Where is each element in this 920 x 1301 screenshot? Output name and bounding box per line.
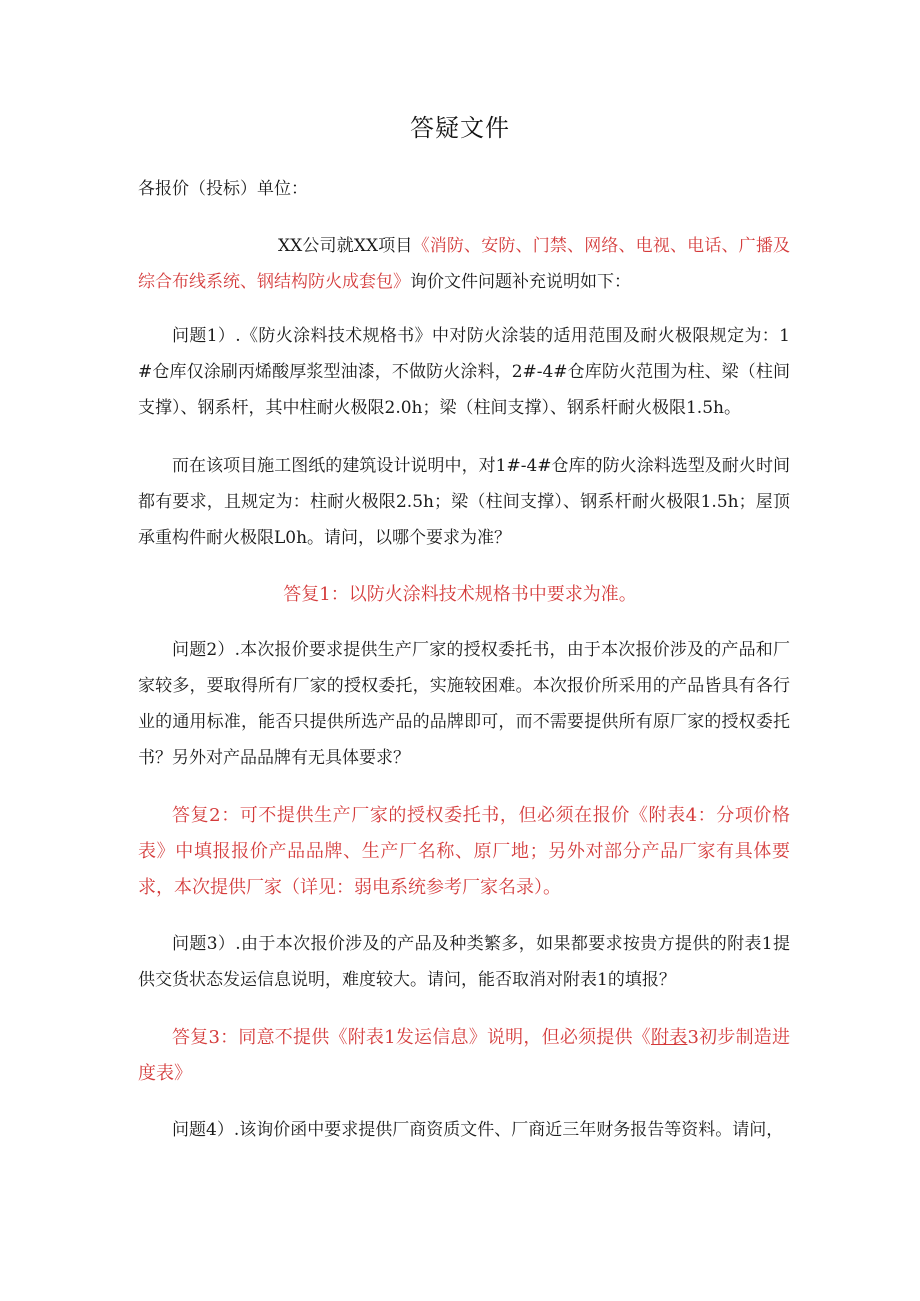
- intro-pre: XX公司就XX项目: [278, 236, 413, 256]
- intro-package-name: 《消防、安防、门禁、网络、电视、电话、广播及综合布线系统、钢结构防火成套包》: [138, 236, 790, 292]
- answer-3-underlined: 附表: [650, 1027, 688, 1048]
- question-4: 问题4）.该询价函中要求提供厂商资质文件、厂商近三年财务报告等资料。请问，: [172, 1120, 784, 1140]
- question-2: 问题2）.本次报价要求提供生产厂家的授权委托书，由于本次报价涉及的产品和厂家较多，要取得所有厂家的授权委托，实施较困难。本次报价所采用的产品皆具有各行业的通用标准，能否只提供所选产品的品牌即可，而不需要提供所有原厂家的授权委托书？另外对产品品牌有无具体要求？: [138, 640, 790, 768]
- question-1-continued: 而在该项目施工图纸的建筑设计说明中，对1#-4#仓库的防火涂料选型及耐火时间都有要求，且规定为：柱耐火极限2.5h；梁（柱间支撑）、钢系杆耐火极限1.5h；屋顶承重构件耐火极限L0h。请问，以哪个要求为准？: [138, 456, 790, 548]
- answer-3-pre: 答复3：同意不提供《附表1发运信息》说明，但必须提供《: [172, 1027, 651, 1048]
- answer-3-post: 3初步制造进度表》: [138, 1027, 791, 1084]
- document-title: 答疑文件: [410, 114, 510, 142]
- answer-2: 答复2：可不提供生产厂家的授权委托书，但必须在报价《附表4：分项价格表》中填报报价产品品牌、生产厂名称、原厂地；另外对部分产品厂家有具体要求，本次提供厂家（详见：弱电系统参考厂家名录）。: [138, 805, 790, 898]
- salutation: 各报价（投标）单位：: [138, 179, 308, 199]
- intro-paragraph: [138, 228, 790, 300]
- answer-3: [138, 1020, 790, 1092]
- intro-post: 询价文件问题补充说明如下：: [410, 272, 631, 292]
- question-3: 问题3）.由于本次报价涉及的产品及种类繁多，如果都要求按贵方提供的附表1提供交货状态发运信息说明，难度较大。请问，能否取消对附表1的填报？: [138, 934, 790, 990]
- question-1: 问题1）.《防火涂料技术规格书》中对防火涂装的适用范围及耐火极限规定为：1#仓库仅涂刷丙烯酸厚浆型油漆，不做防火涂料，2#-4#仓库防火范围为柱、梁（柱间支撑）、钢系杆，其中柱耐火极限2.0h；梁（柱间支撑）、钢系杆耐火极限1.5h。: [138, 326, 790, 418]
- answer-1: 答复1：以防火涂料技术规格书中要求为准。: [283, 584, 637, 605]
